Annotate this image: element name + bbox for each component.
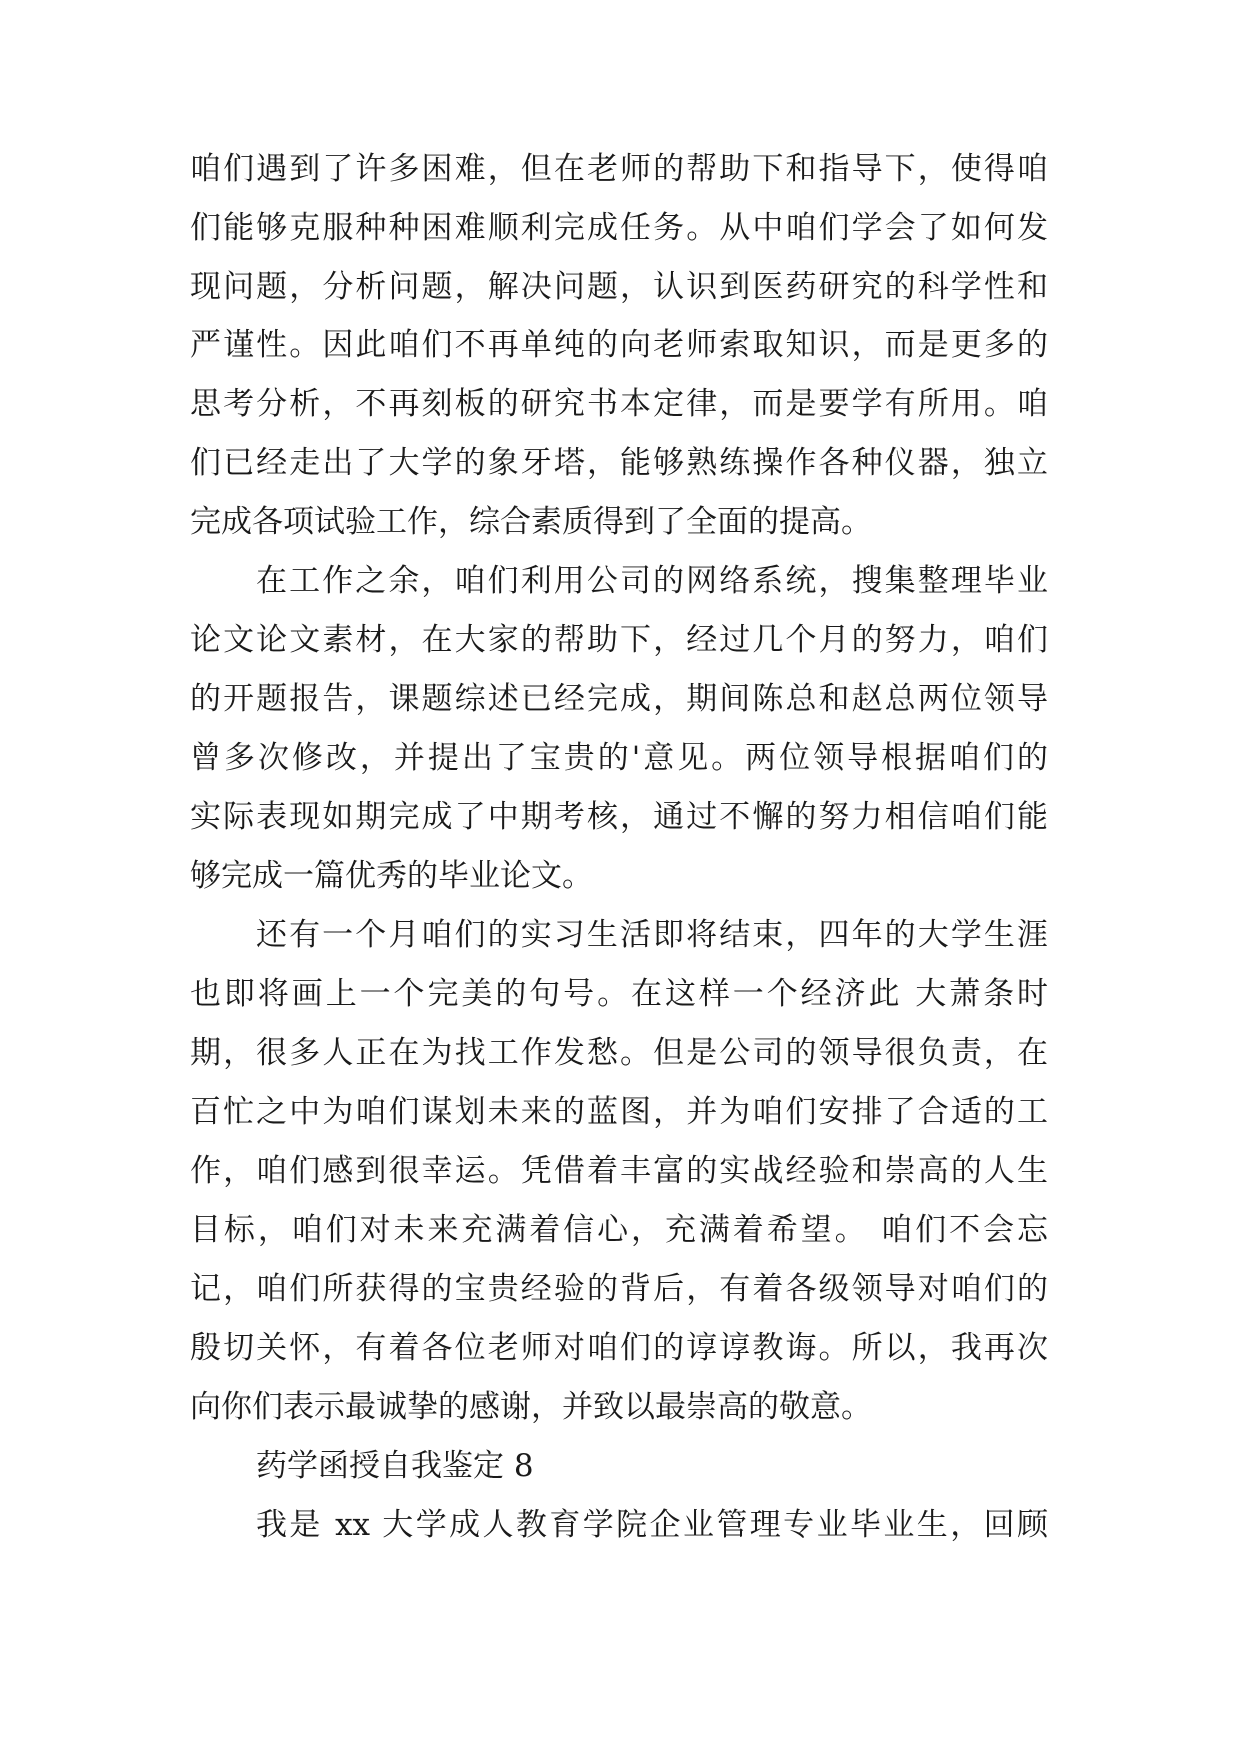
text-line: 殷切关怀，有着各位老师对咱们的谆谆教诲。所以，我再次 — [190, 1330, 1048, 1366]
text-line: 向你们表示最诚挚的感谢，并致以最崇高的敬意。 — [190, 1389, 872, 1425]
text-line: 期，很多人正在为找工作发愁。但是公司的领导很负责，在 — [190, 1035, 1048, 1071]
text-line: 目标，咱们对未来充满着信心，充满着希望。 咱们不会忘 — [190, 1212, 1048, 1248]
text-line: 严谨性。因此咱们不再单纯的向老师索取知识，而是更多的 — [190, 327, 1048, 363]
text-line: 咱们遇到了许多困难，但在老师的帮助下和指导下，使得咱 — [190, 151, 1048, 187]
paragraph-first-line: 在工作之余，咱们利用公司的网络系统，搜集整理毕业 — [256, 563, 1048, 599]
text-line: 现问题，分析问题，解决问题，认识到医药研究的科学性和 — [190, 269, 1048, 305]
text-line: 们已经走出了大学的象牙塔，能够熟练操作各种仪器，独立 — [190, 445, 1048, 481]
text-line: 也即将画上一个完美的句号。在这样一个经济此 大萧条时 — [190, 976, 1048, 1012]
text-line: 记，咱们所获得的宝贵经验的背后，有着各级领导对咱们的 — [190, 1271, 1048, 1307]
section-heading: 药学函授自我鉴定 8 — [256, 1448, 534, 1484]
paragraph-first-line: 我是 xx 大学成人教育学院企业管理专业毕业生，回顾 — [256, 1507, 1048, 1543]
text-line: 曾多次修改，并提出了宝贵的'意见。两位领导根据咱们的 — [190, 740, 1048, 776]
text-line: 论文论文素材，在大家的帮助下，经过几个月的努力，咱们 — [190, 622, 1048, 658]
text-line: 作，咱们感到很幸运。凭借着丰富的实战经验和崇高的人生 — [190, 1153, 1048, 1189]
text-line: 完成各项试验工作，综合素质得到了全面的提高。 — [190, 504, 872, 540]
text-line: 的开题报告，课题综述已经完成，期间陈总和赵总两位领导 — [190, 681, 1048, 717]
text-line: 实际表现如期完成了中期考核，通过不懈的努力相信咱们能 — [190, 799, 1048, 835]
text-line: 们能够克服种种困难顺利完成任务。从中咱们学会了如何发 — [190, 210, 1048, 246]
text-line: 百忙之中为咱们谋划未来的蓝图，并为咱们安排了合适的工 — [190, 1094, 1048, 1130]
text-line: 够完成一篇优秀的毕业论文。 — [190, 858, 593, 894]
text-line: 思考分析，不再刻板的研究书本定律，而是要学有所用。咱 — [190, 386, 1048, 422]
paragraph-first-line: 还有一个月咱们的实习生活即将结束，四年的大学生涯 — [256, 917, 1048, 953]
